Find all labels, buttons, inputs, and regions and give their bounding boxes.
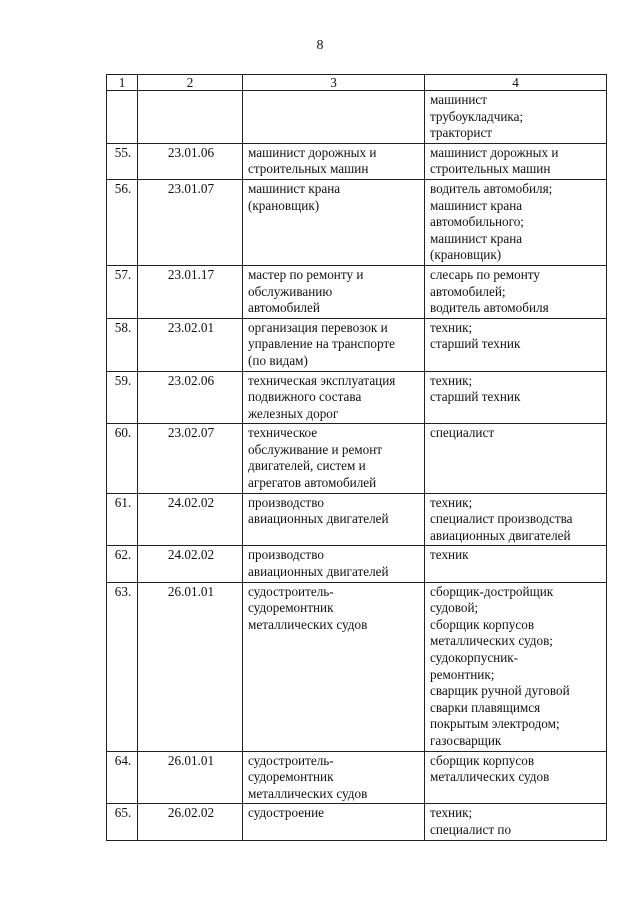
table-row [107, 804, 607, 840]
specialty-code: 23.02.06 [138, 371, 243, 424]
profession-name-line: агрегатов автомобилей [248, 475, 377, 491]
profession-name-line: организация перевозок и [248, 319, 388, 335]
specialty-code: 24.02.02 [138, 493, 243, 546]
row-number: 61. [107, 493, 138, 546]
profession-name-line: производство [248, 547, 324, 563]
profession-name-line: металлических судов [248, 616, 368, 632]
row-number: 62. [107, 546, 138, 582]
profession-name [243, 424, 425, 493]
qualification-list [425, 265, 607, 318]
specialty-code: 23.01.06 [138, 143, 243, 179]
qualification-list-line: водитель автомобиля [430, 300, 549, 316]
header-col-1: 1 [107, 75, 138, 91]
qualification-list-line: техник [430, 547, 469, 563]
qualification-list-line: специалист по [430, 821, 512, 837]
row-number: 63. [107, 582, 138, 751]
qualification-list-line: машинист [430, 92, 488, 107]
table-row [107, 318, 607, 371]
table-header-row [107, 75, 607, 91]
header-col-3: 3 [243, 75, 425, 91]
qualification-list-line: водитель автомобиля; [430, 180, 553, 196]
profession-name-line: судостроение [248, 805, 325, 821]
qualification-list-line: сборщик корпусов [430, 752, 535, 768]
specialty-code: 26.01.01 [138, 582, 243, 751]
table-row [107, 143, 607, 179]
profession-name-line: судоремонтник [248, 600, 334, 616]
profession-name-line: техническое [248, 425, 318, 441]
qualification-list-line: специалист [430, 425, 495, 441]
professions-table [106, 74, 607, 841]
profession-name [243, 546, 425, 582]
qualification-list-line: (крановщик) [430, 247, 502, 263]
profession-name-line: судоремонтник [248, 769, 334, 785]
qualification-list-line: сварщик ручной дуговой [430, 683, 570, 699]
profession-name [243, 265, 425, 318]
qualification-list-line: тракторист [430, 125, 493, 141]
qualification-list-line: техник; [430, 319, 473, 335]
qualification-list-line: старший техник [430, 336, 521, 352]
table-row [107, 179, 607, 265]
header-col-4: 4 [425, 75, 607, 91]
qualification-list-line: авиационных двигателей [430, 527, 571, 543]
profession-name-line: строительных машин [248, 161, 369, 177]
qualification-list-line: старший техник [430, 389, 521, 405]
profession-name-line: судостроитель- [248, 752, 334, 768]
profession-name-line: обслуживанию [248, 283, 333, 299]
qualification-list-line: строительных машин [430, 161, 551, 177]
profession-name-line: машинист крана [248, 180, 341, 196]
profession-name-line: (крановщик) [248, 197, 320, 213]
qualification-list-line: металлических судов; [430, 633, 553, 649]
row-number: 64. [107, 751, 138, 804]
qualification-list-line: специалист производства [430, 511, 573, 527]
table-body [107, 91, 607, 841]
profession-name [243, 582, 425, 751]
table-row [107, 265, 607, 318]
qualification-list-line: техник; [430, 805, 473, 821]
table-row [107, 493, 607, 546]
profession-name-line: автомобилей [248, 300, 320, 316]
table-row [107, 751, 607, 804]
row-number [107, 91, 138, 144]
table-row [107, 371, 607, 424]
profession-name-line: производство [248, 494, 324, 510]
qualification-list [425, 493, 607, 546]
row-number: 58. [107, 318, 138, 371]
row-number: 57. [107, 265, 138, 318]
specialty-code: 26.01.01 [138, 751, 243, 804]
qualification-list [425, 143, 607, 179]
qualification-list [425, 546, 607, 582]
qualification-list [425, 751, 607, 804]
qualification-list [425, 179, 607, 265]
page-number: 8 [316, 38, 324, 53]
header-col-2: 2 [138, 75, 243, 91]
qualification-list [425, 424, 607, 493]
qualification-list-line: автомобильного; [430, 214, 524, 230]
qualification-list-line: машинист дорожных и [430, 144, 559, 160]
profession-name [243, 371, 425, 424]
qualification-list-line: техник; [430, 372, 473, 388]
profession-name [243, 751, 425, 804]
profession-name-line: двигателей, систем и [248, 458, 366, 474]
profession-name-line: (по видам) [248, 352, 308, 368]
profession-name-line: обслуживание и ремонт [248, 441, 383, 457]
qualification-list-line: сборщик-достройщик [430, 583, 554, 599]
row-number: 59. [107, 371, 138, 424]
profession-name-line: авиационных двигателей [248, 511, 389, 527]
qualification-list-line: ремонтник; [430, 666, 495, 682]
profession-name [243, 318, 425, 371]
profession-name-line: авиационных двигателей [248, 564, 389, 580]
qualification-list [425, 318, 607, 371]
profession-name-line: железных дорог [248, 405, 339, 421]
profession-name [243, 143, 425, 179]
qualification-list-line: автомобилей; [430, 283, 506, 299]
qualification-list-line: сварки плавящимся [430, 699, 541, 715]
qualification-list-line: судовой; [430, 600, 479, 616]
specialty-code: 24.02.02 [138, 546, 243, 582]
qualification-list-line: слесарь по ремонту [430, 266, 540, 282]
profession-name-line: мастер по ремонту и [248, 266, 364, 282]
row-number: 56. [107, 179, 138, 265]
row-number: 60. [107, 424, 138, 493]
profession-name [243, 804, 425, 840]
profession-name-line: металлических судов [248, 785, 368, 801]
table-row [107, 91, 607, 144]
table-row [107, 582, 607, 751]
qualification-list [425, 804, 607, 840]
specialty-code: 23.01.17 [138, 265, 243, 318]
profession-name [243, 91, 425, 144]
qualification-list-line: трубоукладчика; [430, 108, 524, 124]
qualification-list-line: покрытым электродом; [430, 716, 560, 732]
specialty-code: 23.01.07 [138, 179, 243, 265]
qualification-list [425, 371, 607, 424]
row-number: 55. [107, 143, 138, 179]
profession-name-line: управление на транспорте [248, 336, 396, 352]
table-row [107, 546, 607, 582]
profession-name-line: судостроитель- [248, 583, 334, 599]
specialty-code: 26.02.02 [138, 804, 243, 840]
qualification-list [425, 91, 607, 144]
qualification-list-line: машинист крана [430, 197, 523, 213]
specialty-code: 23.02.07 [138, 424, 243, 493]
qualification-list-line: металлических судов [430, 769, 550, 785]
table-row [107, 424, 607, 493]
profession-name-line: техническая эксплуатация [248, 372, 396, 388]
qualification-list [425, 582, 607, 751]
qualification-list-line: машинист крана [430, 230, 523, 246]
profession-name [243, 493, 425, 546]
table-header [107, 75, 607, 91]
specialty-code [138, 91, 243, 144]
qualification-list-line: техник; [430, 494, 473, 510]
profession-name-line: подвижного состава [248, 389, 362, 405]
qualification-list-line: судокорпусник- [430, 650, 519, 665]
profession-name [243, 179, 425, 265]
qualification-list-line: газосварщик [430, 732, 502, 748]
profession-name-line: машинист дорожных и [248, 144, 377, 160]
row-number: 65. [107, 804, 138, 840]
qualification-list-line: сборщик корпусов [430, 616, 535, 632]
specialty-code: 23.02.01 [138, 318, 243, 371]
